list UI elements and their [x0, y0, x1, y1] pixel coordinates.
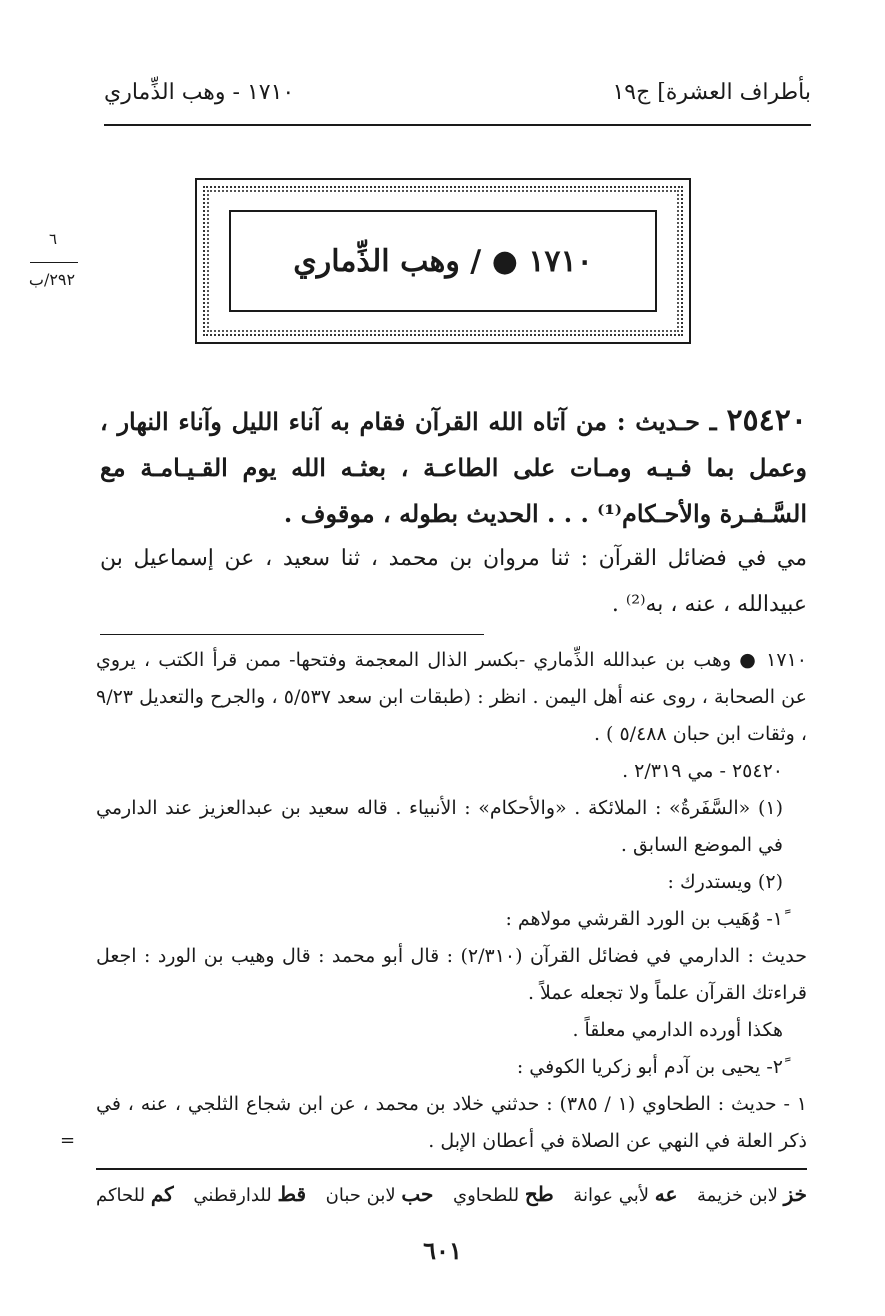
legend-item: قط للدارقطني [193, 1182, 306, 1206]
hadith-number: ٢٥٤٢٠ [726, 403, 808, 438]
chapter-frame [195, 178, 691, 344]
hadith-source: مي في فضائل القرآن : ثنا مروان بن محمد ، ثنا سعيد ، عن إسماعيل بن عبيدالله ، عنه ، به⁽²⁾ . [100, 546, 807, 617]
margin-note-top: ٦ [48, 230, 58, 248]
hadith-entry [100, 398, 807, 537]
legend-item: خز لابن خزيمة [697, 1182, 807, 1206]
footnote-line: ٢٥٤٢٠ - مي ٢/٣١٩ . [622, 760, 783, 782]
chapter-title-box [229, 210, 657, 312]
legend-item: حب لابن حبان [325, 1182, 434, 1206]
footnote-line: ١ - حديث : الطحاوي (١ / ٣٨٥) : حدثني خلاد بن محمد ، عن ابن شجاع الثلجي ، عنه ، في ذكر العلة في النهي عن الصلاة في أعطان الإبل . [96, 1093, 808, 1152]
header-rule [104, 124, 811, 126]
page-number: ٦٠١ [423, 1236, 462, 1265]
legend-item: طح للطحاوي [453, 1182, 554, 1206]
chapter-title: ١٧١٠ ● / وهب الذِّماري [293, 243, 593, 279]
footnote-line: ١٧١٠ ● وهب بن عبدالله الذِّماري -بكسر الذال المعجمة وفتحها- ممن قرأ الكتب ، يروي عن الصحابة ، روى عنه أهل اليمن . انظر : (طبقات ابن سعد ٥/٥٣٧ ، والجرح والتعديل ٩/٢٣ ، وثقات ابن حبان ٥/٤٨٨ ) . [96, 649, 807, 745]
margin-note-bottom: ٢٩٢/ب [28, 270, 76, 289]
margin-equals-sign: = [60, 1130, 76, 1151]
footnote-line: (٢) ويستدرك : [667, 871, 783, 893]
legend-rule [96, 1168, 807, 1170]
footnote-line: هكذا أورده الدارمي معلقاً . [572, 1019, 783, 1041]
footnote-line: ٢ً- يحيى بن آدم أبو زكريا الكوفي : [516, 1056, 783, 1078]
footnote-line: (١) «السَّفَرةُ» : الملائكة . «والأحكام» : الأنبياء . قاله سعيد بن عبدالعزيز عند الدارمي في الموضع السابق . [96, 797, 783, 856]
running-header-left: ١٧١٠ - وهب الذِّماري [104, 80, 295, 105]
footnotes [96, 642, 807, 1160]
abbreviation-legend [96, 1182, 807, 1206]
legend-item: كم للحاكم [96, 1182, 174, 1206]
margin-divider [30, 262, 78, 263]
running-header-right: بأطراف العشرة] ج١٩ [612, 80, 811, 105]
footnote-rule [100, 634, 484, 635]
hadith-text: ـ حـديث : من آتاه الله القرآن فقام به آناء الليل وآناء النهار ، وعمل بما فـيـه ومـات على الطاعـة ، بعثـه الله يوم القـيـامـة مع السَّـفـرة والأحـكام⁽¹⁾ . . . الحديث بطوله ، موقوف . [100, 407, 807, 528]
legend-item: عه لأبي عوانة [573, 1182, 678, 1206]
footnote-line: حديث : الدارمي في فضائل القرآن (٢/٣١٠) : قال أبو محمد : قال وهيب بن الورد : اجعل قراءتك القرآن علماً ولا تجعله عملاً . [96, 945, 808, 1004]
footnote-line: ١ً- وُهَيب بن الورد القرشي مولاهم : [505, 908, 783, 930]
